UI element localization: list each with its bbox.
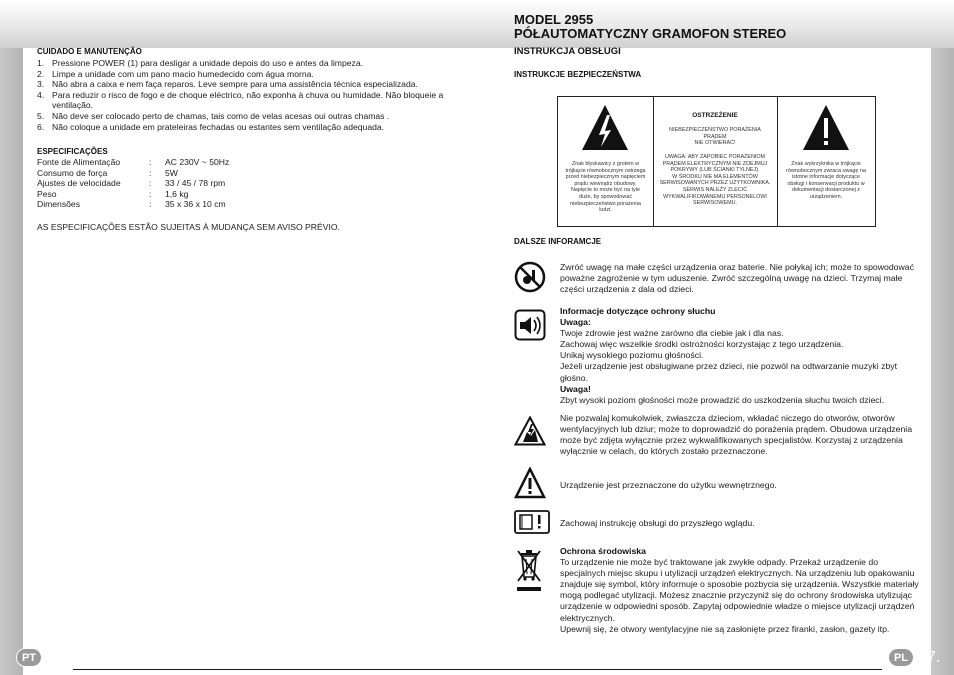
hearing-title: Informacje dotyczące ochrony słuchu <box>560 306 716 316</box>
safety-heading: INSTRUKCJE BEZPIECZEŃSTWA <box>514 70 642 79</box>
indoor-use-text: Urządzenie jest przeznaczone do użytku wewnętrznego. <box>560 480 777 490</box>
manual-heading: INSTRUKCJA OBSŁUGI <box>514 46 621 57</box>
care-item: 6. Não coloque a unidade em prateleiras fechadas ou estantes sem ventilação adequada. <box>37 121 385 132</box>
warning-line-1: NIEBEZPIECZEŃSTWO PORAŻENIA PRĄDEM NIE OTWIERAĆ! <box>669 127 761 147</box>
page-number-left: 36. <box>45 649 68 666</box>
environment-body: To urządzenie nie może być traktowane jak zwykłe odpady. Przekaż urządzenie do specjalnych miejsc skupu i utylizacji urządzeń elektrycznych. Na urządzeniu lub opakowaniu znajduje się symbol, który informuje o sposobie pozbycia się urządzenia. Wszystkie materiały mogą podlegać utylizacji. Możesz znacznie przyczyniź się do ochrony środowiska utylizując urządzenie w odpowiedni sposób. Zapytaj odpowiednie władze o miejsce utylizacji urządzeń elektrycznych. <box>560 557 919 623</box>
spec-heading: ESPECIFICAÇÕES <box>37 147 108 156</box>
warning-left-col <box>558 97 654 226</box>
exclamation-triangle-icon <box>801 103 851 153</box>
warning-title: OSTRZEŻENIE <box>692 112 738 119</box>
care-heading: CUIDADO E MANUTENÇÃO <box>37 47 142 56</box>
further-info-heading: DALSZE INFORAMCJE <box>514 237 602 246</box>
caution-triangle-icon <box>514 467 546 499</box>
environment-title: Ochrona środowiska <box>560 546 646 556</box>
electric-hazard-openings-icon <box>514 416 546 446</box>
warning-line-2: UWAGA: ABY ZAPOBIEC PORAŻENIOM PRĄDEM ELEKTRYCZNYM NIE ZDEJMUJ POKRYWY (LUB ŚCIANKI TYLNEJ). W ŚRODKU NIE MA ELEMENTÓW SERWISOWANYCH PRZEZ UŻYTKOWNIKA. SERWIS NALEŻY ZLECIĆ WYKWALIFIKOWANEMU PERSONELOWI SERWISOWEMU. <box>659 154 771 207</box>
hearing-caution-2: Uwaga! <box>560 383 591 394</box>
page-number-right: 37. <box>918 649 941 666</box>
hearing-line: Unikaj wysokiego poziomu głośności. <box>560 350 704 361</box>
keep-manual-text: Zachowaj instrukcję obsługi do przyszłego wglądu. <box>560 518 755 528</box>
warning-center-col <box>653 97 778 226</box>
exclamation-caption: Znak wykrzyknika w trójkącie równobocznym zwraca uwagę na istotne informacje dotyczące obsługi i konserwacji produktu w dokumentacji dostarczonej z urządzeniem. <box>786 161 866 200</box>
hearing-block <box>560 306 920 406</box>
model-title: MODEL 2955 <box>514 12 594 27</box>
no-small-parts-icon <box>514 261 546 293</box>
care-item: 4. Para reduzir o risco de fogo e de choque eléctrico, não exponha à chuva ou humidade. Não bloqueie a ventilação. <box>37 89 444 111</box>
spec-row: Consumo de força : 5W <box>37 167 178 178</box>
warning-box <box>557 96 876 227</box>
left-margin-bar <box>0 48 23 675</box>
crossed-bin-icon <box>514 547 544 593</box>
hearing-line: Jeżeli urządzenie jest obsługiwane przez dzieci, nie pozwól na odtwarzanie muzyki zbyt głośno. <box>560 361 898 383</box>
electric-shock-icon <box>580 103 630 153</box>
spec-row: Ajustes de velocidade : 33 / 45 / 78 rpm <box>37 178 226 189</box>
care-item: 2. Limpe a unidade com um pano macio humedecido com água morna. <box>37 68 314 79</box>
care-item: 5. Não deve ser colocado perto de chamas, tais como de velas acesas oui outras chamas . <box>37 110 390 121</box>
care-list <box>37 58 457 132</box>
hearing-line: Zachowaj więc wszelkie środki ostrożności korzystając z tego urządzenia. <box>560 339 844 350</box>
environment-block <box>560 546 920 635</box>
hearing-protection-icon <box>514 309 546 341</box>
product-title: PÓŁAUTOMATYCZNY GRAMOFON STEREO <box>514 26 787 41</box>
right-margin-bar <box>931 48 954 675</box>
spec-notice: AS ESPECIFICAÇÕES ESTÃO SUJEITAS À MUDANÇA SEM AVISO PRÉVIO. <box>37 222 340 232</box>
care-item: 1. Pressione POWER (1) para desligar a unidade depois do uso e antes da limpeza. <box>37 58 363 68</box>
small-parts-text: Zwróć uwagę na małe części urządzenia oraz baterie. Nie połykaj ich; może to spowodować poważne zagrożenie w tym uduszenie. Zwróć szczególną uwagę na dzieci. Trzymaj małe części urządzenia z dala od dzieci. <box>560 262 914 295</box>
lang-badge-pt: PT <box>16 648 42 667</box>
lang-badge-pl: PL <box>888 648 914 667</box>
header-band <box>0 0 954 48</box>
care-item: 3. Não abra a caixa e nem faça reparos. Leve sempre para uma assistência técnica especializada. <box>37 79 418 90</box>
ventilation-note: Upewnij się, że otwory wentylacyjne nie są zasłonięte przez firanki, zasłon, gazety itp. <box>560 623 890 634</box>
spec-row: Fonte de Alimentação : AC 230V ~ 50Hz <box>37 157 230 167</box>
footer-rule <box>73 669 882 670</box>
manual-book-icon <box>514 510 550 534</box>
hearing-last: Zbyt wysoki poziom głośności może prowadzić do uszkodzenia słuchu twoich dzieci. <box>560 394 884 405</box>
warning-right-col <box>777 97 875 226</box>
spec-row: Peso : 1,6 kg <box>37 188 189 199</box>
spec-table <box>37 157 337 210</box>
spec-row: Dimensões : 35 x 36 x 10 cm <box>37 199 226 210</box>
hearing-caution-1: Uwaga: <box>560 317 591 328</box>
shock-caption: Znak błyskawicy z grotem w trójkącie równobocznym ostrzega przed niebezpiecznym napięciem prądu wewnątrz obudowy. Napięcie to może być na tyle duże, by spowodować niebezpieczeństwo porażenia ludzi. <box>565 161 646 214</box>
openings-text: Nie pozwalaj komukolwiek, zwłaszcza dzieciom, wkładać niczego do otworów, otworów wentylacyjnych lub dziur; może to doprowadzić do porażenia prądem. Obudowa urządzenia może być zdjęta wyłącznie przez wykwalifikowanych specjalistów. Korzystaj z urządzenia wyłącznie w celach, do których zostało przeznaczone. <box>560 413 913 457</box>
hearing-line: Twoje zdrowie jest ważne zarówno dla ciebie jak i dla nas. <box>560 328 784 339</box>
